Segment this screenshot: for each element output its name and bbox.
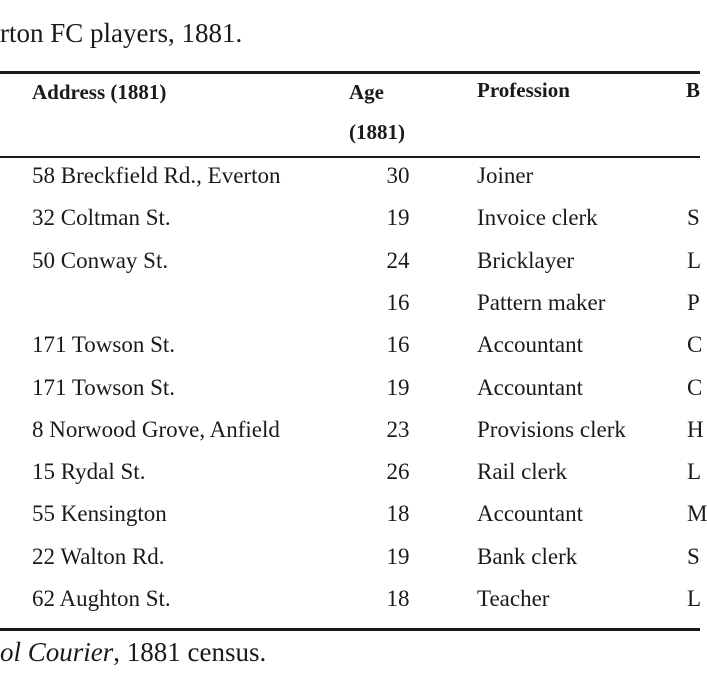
cell-next-column: M	[687, 501, 707, 526]
cell-address: 55 Kensington	[32, 501, 167, 526]
cell-next-column: C	[687, 332, 703, 357]
cell-age: 19	[386, 375, 410, 400]
cell-next-column: C	[687, 375, 703, 400]
cell-profession: Provisions clerk	[477, 417, 626, 442]
cell-address: 62 Aughton St.	[32, 586, 171, 611]
cell-age: 19	[386, 205, 410, 230]
cell-address: 32 Coltman St.	[32, 205, 171, 230]
source-name: ol Courier	[0, 637, 114, 667]
cell-profession: Rail clerk	[477, 459, 568, 484]
cell-age: 24	[386, 248, 410, 273]
cell-profession: Teacher	[477, 586, 550, 611]
cell-address: 171 Towson St.	[32, 375, 176, 400]
cell-age: 16	[386, 290, 410, 315]
cell-age: 30	[386, 163, 410, 188]
source-detail: , 1881 census.	[113, 637, 267, 667]
header-age-year: (1881)	[349, 120, 405, 144]
cell-profession: Accountant	[477, 375, 584, 400]
cell-age: 26	[386, 459, 410, 484]
cell-address: 50 Conway St.	[32, 248, 169, 273]
cell-age: 18	[386, 586, 410, 611]
table-caption: rton FC players, 1881.	[0, 18, 243, 48]
cell-next-column: S	[687, 544, 700, 569]
cell-address: 15 Rydal St.	[32, 459, 146, 484]
cell-next-column: L	[687, 586, 702, 611]
cell-profession: Bricklayer	[477, 248, 575, 273]
cell-profession: Accountant	[477, 332, 584, 357]
cell-age: 23	[386, 417, 410, 442]
cell-age: 18	[386, 501, 410, 526]
cell-address: 22 Walton Rd.	[32, 544, 165, 569]
cell-address: 58 Breckfield Rd., Everton	[32, 163, 281, 188]
cell-next-column: P	[687, 290, 700, 315]
header-age: Age	[349, 80, 384, 104]
cell-next-column: L	[687, 459, 702, 484]
cell-profession: Accountant	[477, 501, 584, 526]
header-next-column: B	[686, 78, 701, 102]
table-bottom-rule	[0, 628, 700, 631]
header-profession: Profession	[477, 78, 570, 102]
cell-address: 8 Norwood Grove, Anfield	[32, 417, 280, 442]
cell-age: 16	[386, 332, 410, 357]
cell-address: 171 Towson St.	[32, 332, 176, 357]
header-address: Address (1881)	[32, 80, 167, 104]
cell-next-column: L	[687, 248, 702, 273]
header-separator-rule	[0, 156, 700, 158]
cell-age: 19	[386, 544, 410, 569]
table-source-note	[0, 637, 266, 668]
cell-profession: Pattern maker	[477, 290, 606, 315]
cell-profession: Bank clerk	[477, 544, 578, 569]
cell-next-column: H	[687, 417, 704, 442]
cell-profession: Invoice clerk	[477, 205, 598, 230]
cell-profession: Joiner	[477, 163, 534, 188]
cell-next-column: S	[687, 205, 700, 230]
table-top-rule	[0, 71, 700, 74]
